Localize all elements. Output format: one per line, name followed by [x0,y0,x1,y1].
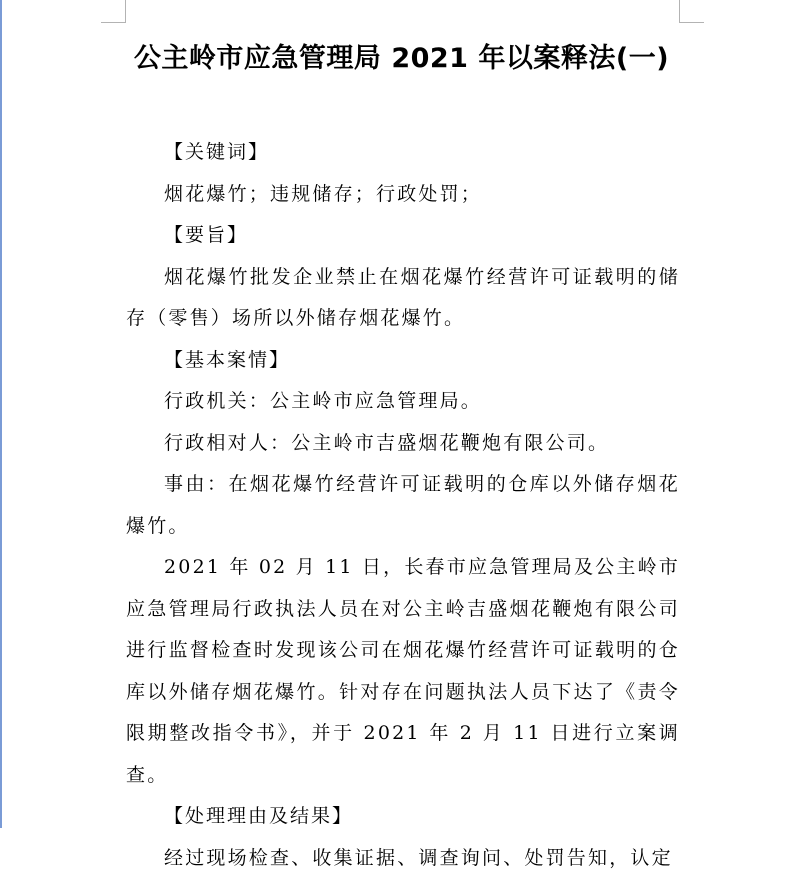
document-title: 公主岭市应急管理局 2021 年以案释法(一) [0,36,803,75]
document-body [126,132,680,879]
page-left-border [0,0,2,828]
gist-heading: 【要旨】 [126,215,680,257]
gist-text: 烟花爆竹批发企业禁止在烟花爆竹经营许可证载明的储存（零售）场所以外储存烟花爆竹。 [126,257,680,340]
counterpart-text: 行政相对人：公主岭市吉盛烟花鞭炮有限公司。 [126,423,680,465]
margin-corner-mark-left [101,0,126,23]
cause-text: 事由：在烟花爆竹经营许可证载明的仓库以外储存烟花爆竹。 [126,464,680,547]
narrative-text: 2021 年 02 月 11 日，长春市应急管理局及公主岭市应急管理局行政执法人员在对公主岭吉盛烟花鞭炮有限公司进行监督检查时发现该公司在烟花爆竹经营许可证载明的仓库以外储存烟花爆竹。针对存在问题执法人员下达了《责令限期整改指令书》，并于 2021 年 2 月 11 日进行立案调查。 [126,547,680,796]
result-heading: 【处理理由及结果】 [126,796,680,838]
keywords-heading: 【关键词】 [126,132,680,174]
admin-body-text: 行政机关：公主岭市应急管理局。 [126,381,680,423]
margin-corner-mark-right [679,0,704,23]
keywords-text: 烟花爆竹；违规储存；行政处罚； [126,174,680,216]
facts-heading: 【基本案情】 [126,340,680,382]
result-text: 经过现场检查、收集证据、调查询问、处罚告知，认定 [126,838,680,879]
